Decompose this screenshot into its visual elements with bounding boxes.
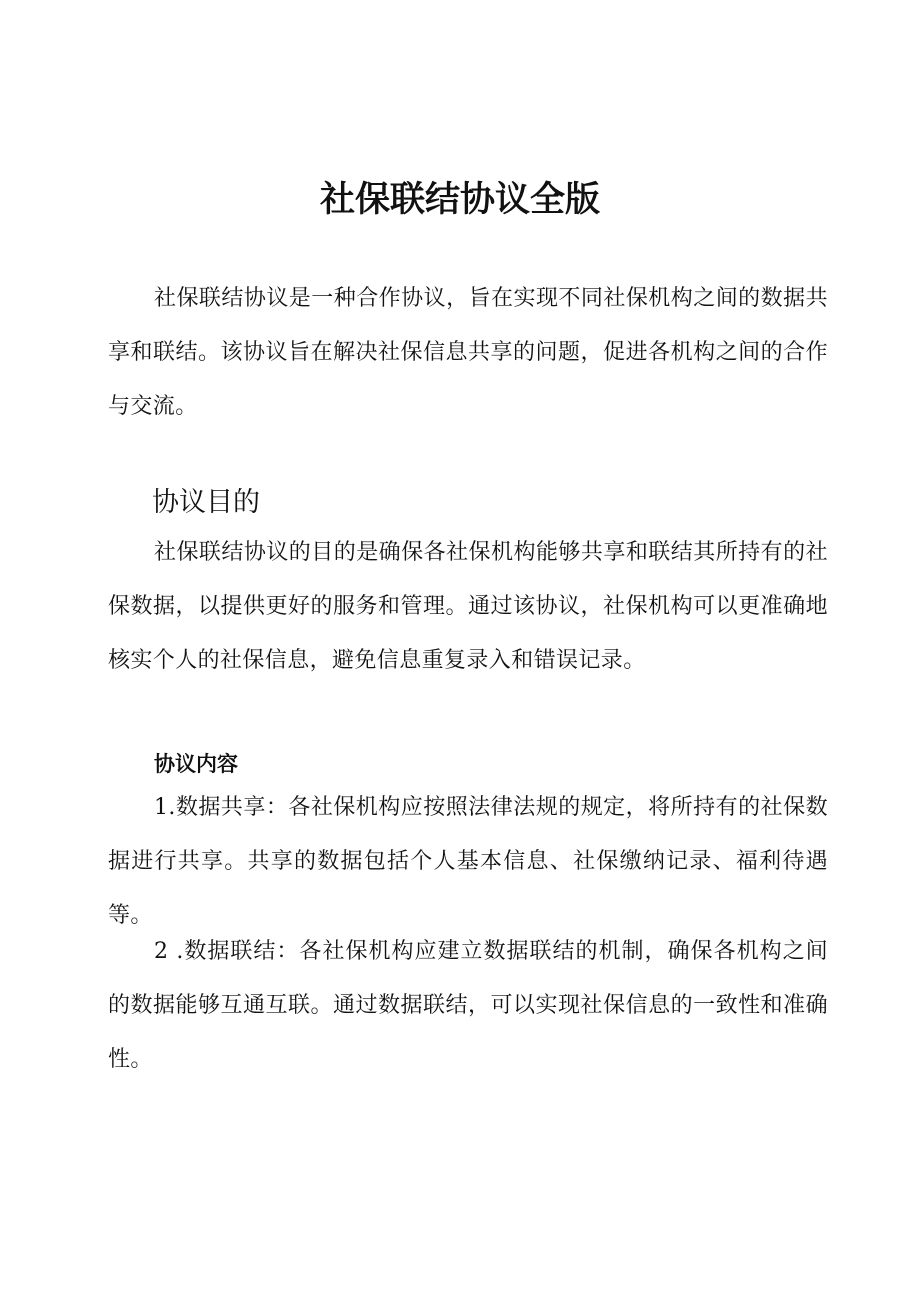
content-item-data-linking: 2 .数据联结：各社保机构应建立数据联结的机制，确保各机构之间的数据能够互通互联。通过数据联结，可以实现社保信息的一致性和准确性。 (108, 939, 828, 1072)
content-item-data-sharing: 1.数据共享：各社保机构应按照法律法规的规定，将所持有的社保数据进行共享。共享的数据包括个人基本信息、社保缴纳记录、福利待遇等。 (108, 795, 828, 928)
section-heading-content: 协议内容 (154, 751, 238, 776)
section-heading-purpose: 协议目的 (152, 487, 260, 518)
document-title: 社保联结协议全版 (319, 180, 600, 220)
intro-paragraph: 社保联结协议是一种合作协议，旨在实现不同社保机构之间的数据共享和联结。该协议旨在解决社保信息共享的问题，促进各机构之间的合作与交流。 (108, 286, 828, 419)
purpose-paragraph: 社保联结协议的目的是确保各社保机构能够共享和联结其所持有的社保数据，以提供更好的服务和管理。通过该协议，社保机构可以更准确地核实个人的社保信息，避免信息重复录入和错误记录。 (108, 540, 828, 673)
